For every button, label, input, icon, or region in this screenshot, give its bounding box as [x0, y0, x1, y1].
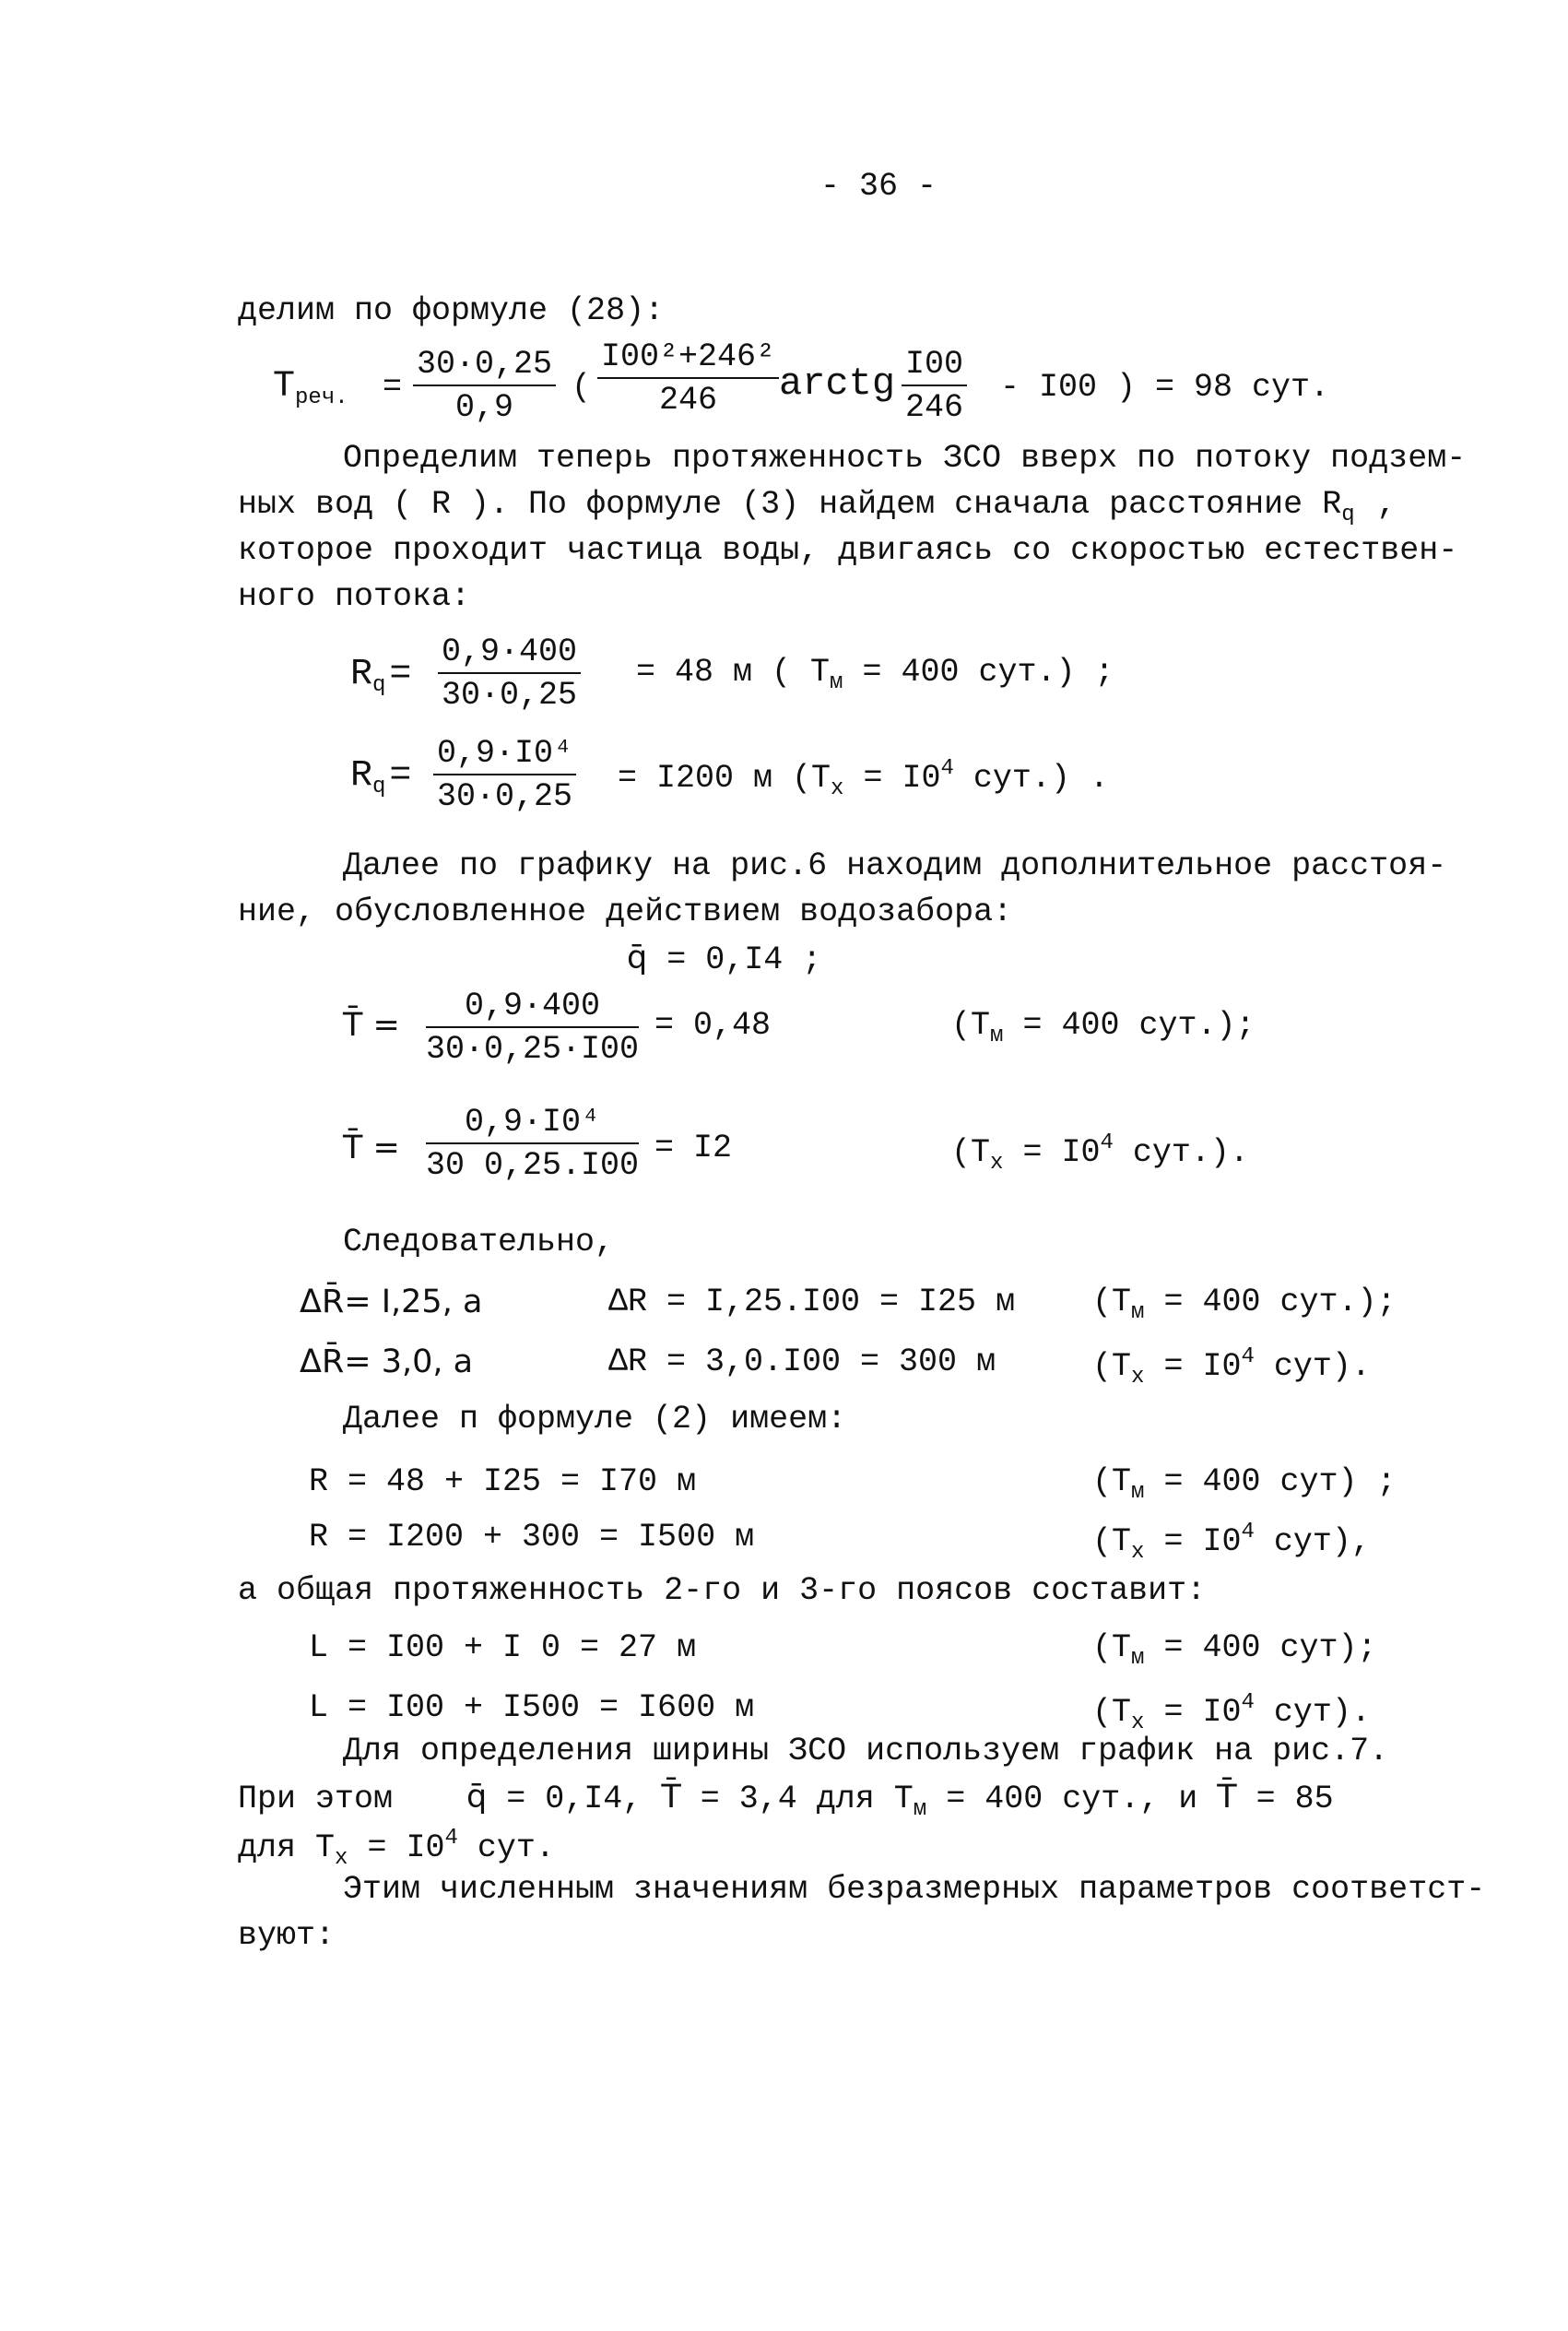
- formula-dr2-c: ($T_х = I0^4$ сут).: [1092, 1344, 1371, 1390]
- formula-r2-c: ($T_х = I0^4$ сут),: [1092, 1520, 1371, 1565]
- formula-rhs: = I200 м ($T_х = I0^4$ сут.) .: [618, 756, 1109, 801]
- fraction: [413, 346, 556, 426]
- text-line: Для определения ширины ЗСО используем график на рис.7.: [343, 1733, 1389, 1769]
- formula-lhs: T̄ =: [343, 1007, 400, 1044]
- formula-lhs-sub: q: [372, 673, 386, 698]
- formula-dr2-a: ΔR̄= 3,0, а: [300, 1343, 474, 1380]
- fraction: [902, 346, 967, 426]
- fraction: [438, 633, 581, 714]
- fraction-numerator: 0,9·400: [426, 990, 639, 1028]
- page-number: - 36 -: [820, 168, 937, 205]
- text-line: Следовательно,: [343, 1224, 615, 1260]
- text-line: Этим численным значениям безразмерных параметров соответст-: [343, 1871, 1486, 1908]
- formula-lhs: T̄ =: [343, 1130, 400, 1166]
- fraction: [426, 1106, 639, 1182]
- formula-dr1-a: ΔR̄= I,25, а: [300, 1284, 483, 1320]
- formula-l2-a: L = I00 + I500 = I600 м: [309, 1689, 755, 1726]
- formula-dr1-b: ΔR = I,25.I00 = I25 м: [608, 1284, 1016, 1320]
- fraction-numerator: 0,9·I0⁴: [433, 738, 576, 775]
- formula-lhs: R: [350, 654, 373, 695]
- fraction-numerator: 30·0,25: [413, 349, 556, 386]
- formula-rhs: = 0,48: [654, 1007, 772, 1044]
- fraction-denominator: 30·0,25: [442, 677, 578, 714]
- fraction-numerator: I00²+246²: [597, 341, 779, 379]
- formula-dr2-b: ΔR = 3,0.I00 = 300 м: [608, 1343, 996, 1380]
- formula-r1-a: R = 48 + I25 = I70 м: [309, 1463, 697, 1500]
- fraction-numerator: 0,9·400: [438, 636, 581, 674]
- formula-eq: =: [383, 369, 403, 406]
- fraction-numerator: I00: [902, 349, 967, 386]
- fraction: [426, 990, 639, 1066]
- formula-condition: ($T_х = I0^4$ сут.).: [951, 1130, 1249, 1176]
- formula-lhs: R: [350, 755, 373, 797]
- formula-lhs-sub: q: [372, 775, 386, 799]
- text-line: [238, 486, 1397, 527]
- fraction-numerator: 0,9·I0⁴: [426, 1106, 639, 1144]
- formula-l2-c: ($T_х = I0^4$ сут).: [1092, 1690, 1371, 1735]
- formula-l1-a: L = I00 + I 0 = 27 м: [309, 1629, 697, 1666]
- text-line: делим по формуле (28):: [238, 292, 665, 329]
- formula-qbar: q̄ = 0,I4 ;: [627, 940, 822, 978]
- fraction-denominator: 30·0,25·I00: [426, 1031, 640, 1068]
- fraction-denominator: 246: [905, 389, 964, 426]
- text-line: а общая протяженность 2-го и 3-го поясов составит:: [238, 1572, 1207, 1609]
- text-line: Определим теперь протяженность ЗСО вверх по потоку подзем-: [343, 440, 1467, 477]
- symbol-sub: q: [1341, 503, 1355, 527]
- formula-paren: (: [572, 369, 592, 406]
- formula-tail: - I00 ) = 98 сут.: [1000, 369, 1330, 406]
- formula-lhs: T: [273, 366, 296, 408]
- formula-lhs-sub: реч.: [295, 385, 348, 410]
- text-line: ного потока:: [238, 578, 471, 615]
- formula-arctg: arctg: [779, 361, 896, 406]
- symbol-comma: ,: [1376, 486, 1397, 523]
- fraction-denominator: 30·0,25: [437, 778, 573, 815]
- fraction-denominator: 30 0,25.I00: [426, 1147, 640, 1184]
- fraction: [433, 735, 576, 815]
- text-span: ных вод ( R ). По формуле (3) найдем сначала расстояние R: [238, 486, 1342, 523]
- text-line: При этом q̄ = 0,I4, T̄ = 3,4 для $T_м = 400$ сут., и T̄ = 85: [238, 1779, 1334, 1822]
- formula-dr1-c: ($T_м = 400$ сут.);: [1092, 1284, 1397, 1325]
- fraction-denominator: 246: [659, 382, 718, 419]
- formula-rhs: = I2: [654, 1130, 733, 1166]
- formula-rhs: = 48 м ( $T_м = 400$ сут.) ;: [636, 654, 1114, 695]
- formula-condition: ($T_м = 400$ сут.);: [951, 1007, 1256, 1048]
- text-line: для $T_х = I0^4$ сут.: [238, 1826, 555, 1871]
- text-line: ние, обусловленное действием водозабора:: [238, 893, 1013, 930]
- text-line: вуют:: [238, 1917, 336, 1954]
- formula-r1-c: ($T_м = 400$ сут) ;: [1092, 1463, 1397, 1505]
- text-line: которое проходит частица воды, двигаясь со скоростью естествен-: [238, 532, 1458, 569]
- fraction: [597, 338, 779, 419]
- formula-r2-a: R = I200 + 300 = I500 м: [309, 1519, 755, 1556]
- formula-l1-c: ($T_м = 400$ сут);: [1092, 1629, 1377, 1671]
- text-line: Далее по графику на рис.6 находим дополнительное расстоя-: [343, 847, 1447, 884]
- text-line: Далее п формуле (2) имеем:: [343, 1401, 847, 1438]
- fraction-denominator: 0,9: [455, 389, 514, 426]
